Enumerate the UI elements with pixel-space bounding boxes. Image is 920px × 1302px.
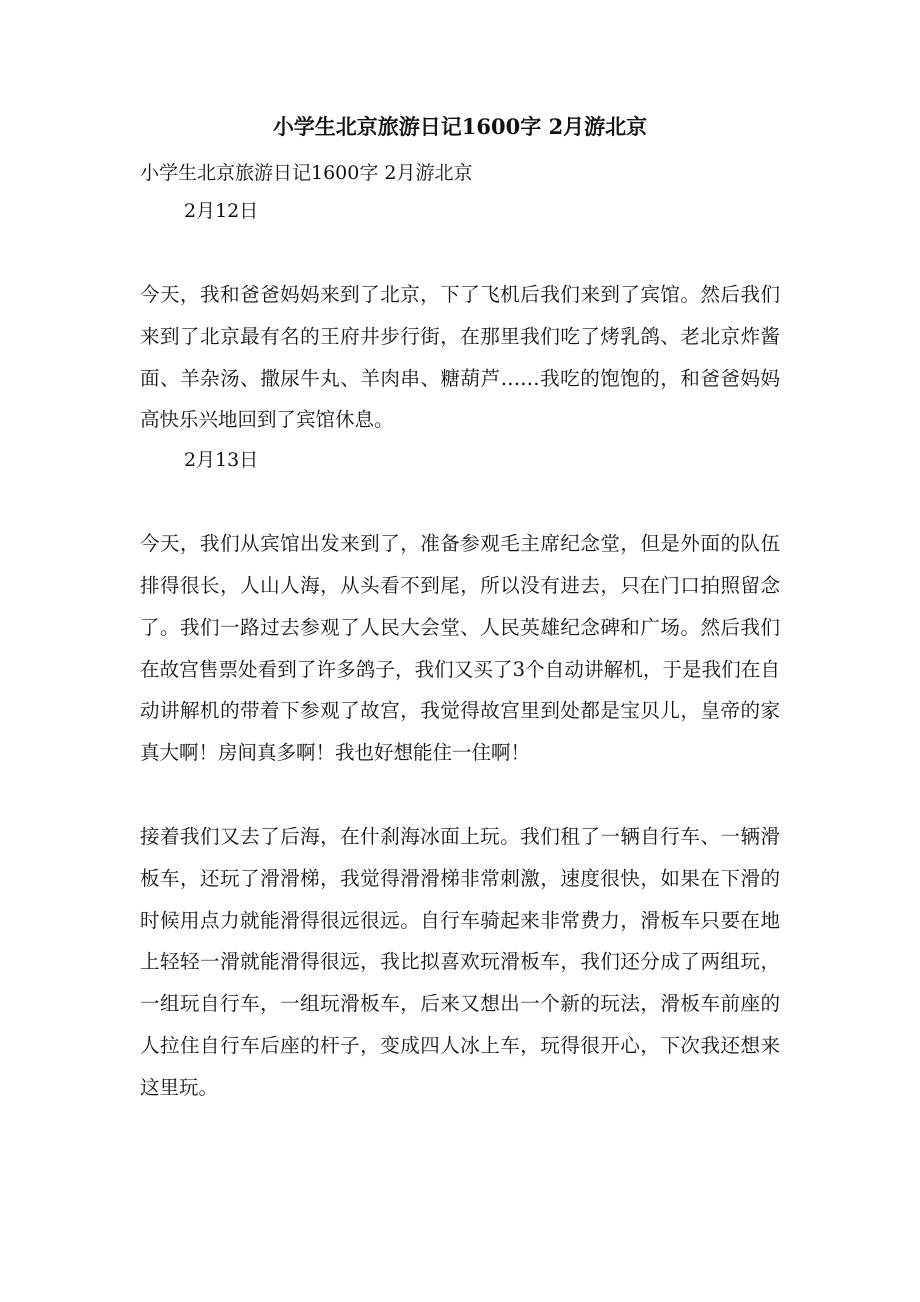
- spacer: [140, 774, 780, 816]
- document-subtitle: 小学生北京旅游日记1600字 2月游北京: [140, 162, 473, 184]
- entry-paragraph: 今天，我和爸爸妈妈来到了北京，下了飞机后我们来到了宾馆。然后我们来到了北京最有名的王府井步行街，在那里我们吃了烤乳鸽、老北京炸酱面、羊杂汤、撒尿牛丸、羊肉串、糖葫芦……我吃的饱饱的，和爸爸妈妈高快乐兴地回到了宾馆休息。: [140, 283, 780, 432]
- entry-date: 2月12日: [184, 200, 259, 222]
- document-body: [140, 154, 780, 1109]
- entry-paragraph: 接着我们又去了后海，在什刹海冰面上玩。我们租了一辆自行车、一辆滑板车，还玩了滑滑梯，我觉得滑滑梯非常刺激，速度很快，如果在下滑的时候用点力就能滑得很远很远。自行车骑起来非常费力，滑板车只要在地上轻轻一滑就能滑得很远，我比拟喜欢玩滑板车，我们还分成了两组玩，一组玩自行车，一组玩滑板车，后来又想出一个新的玩法，滑板车前座的人拉住自行车后座的杆子，变成四人冰上车，玩得很开心，下次我还想来这里玩。: [140, 824, 780, 1099]
- entry-date: 2月13日: [184, 449, 259, 472]
- spacer: [140, 230, 780, 274]
- spacer: [140, 479, 780, 523]
- document-title: 小学生北京旅游日记1600字 2月游北京: [272, 114, 648, 139]
- entry-paragraph: 今天，我们从宾馆出发来到了，准备参观毛主席纪念堂，但是外面的队伍排得很长，人山人海，从头看不到尾，所以没有进去，只在门口拍照留念了。我们一路过去参观了人民大会堂、人民英雄纪念碑和广场。然后我们在故宫售票处看到了许多鸽子，我们又买了3个自动讲解机，于是我们在自动讲解机的带着下参观了故宫，我觉得故宫里到处都是宝贝儿，皇帝的家真大啊！房间真多啊！我也好想能住一住啊！: [140, 532, 780, 765]
